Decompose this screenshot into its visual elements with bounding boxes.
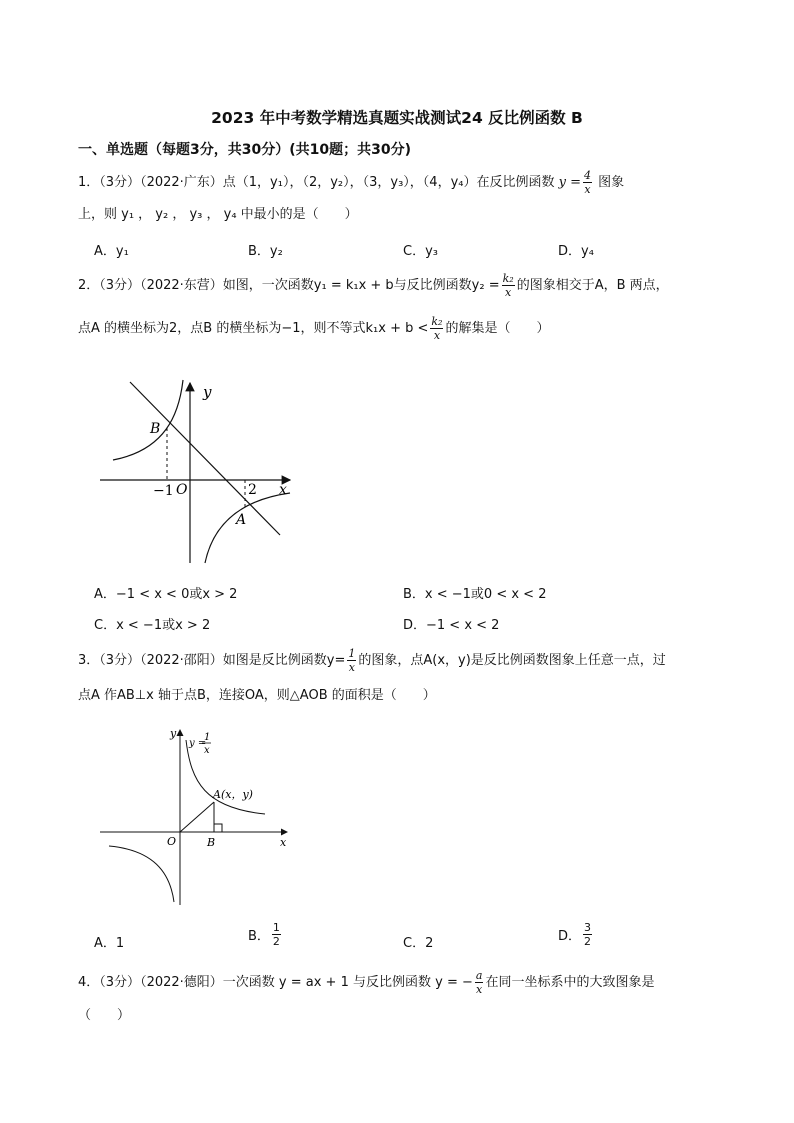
option-d: D．−1 < x < 2: [403, 618, 500, 633]
question-1-line-1: [78, 170, 624, 195]
curve-label-numerator: 1: [204, 732, 211, 743]
question-text: 的图象，点A(x，y)是反比例函数图象上任意一点，过: [358, 653, 666, 668]
question-text: 一次函数 y = ax + 1 与反比例函数 y = −: [222, 975, 473, 990]
fraction-denominator: 2: [272, 935, 280, 948]
fraction-denominator: x: [476, 983, 483, 996]
option-b: B．x < −1或0 < x < 2: [403, 587, 547, 602]
curve-label: y =: [189, 738, 207, 749]
question-1-line-2: 上，则 y₁ ， y₂ ， y₃ ， y₄ 中最小的是（ ）: [78, 207, 358, 222]
question-2-figure: [95, 375, 305, 570]
fraction-numerator: k₂: [502, 272, 514, 285]
option-a: A．y₁: [94, 244, 129, 259]
y-axis-label: y: [170, 727, 177, 740]
hyperbola-branch-lower: [205, 493, 290, 563]
fraction: [583, 922, 592, 947]
right-angle-mark: [214, 824, 222, 832]
question-text: 点（1，y₁），（2，y₂），（3，y₃），（4，y₄）在反比例函数: [222, 175, 555, 190]
question-source: （2022·德阳）: [140, 975, 223, 990]
fraction-numerator: k₂: [431, 315, 443, 328]
x-axis-label: x: [279, 482, 287, 498]
tick-label-neg1: −1: [153, 483, 174, 499]
fraction-denominator: 2: [584, 935, 592, 948]
option-b: [248, 922, 283, 947]
fraction: [475, 970, 484, 995]
question-score: （3分）: [99, 653, 141, 668]
question-4-line-2: （ ）: [78, 1008, 131, 1023]
point-b-label: B: [150, 421, 161, 437]
origin-label: O: [176, 482, 188, 498]
origin-label: O: [167, 835, 177, 848]
question-score: （3分）: [99, 975, 141, 990]
fraction: [347, 648, 356, 673]
fraction-numerator: 1: [348, 647, 356, 660]
option-label: B．: [248, 929, 270, 944]
question-text: 如图是反比例函数y=: [222, 653, 346, 668]
option-d: [558, 922, 594, 947]
question-3-figure: [95, 722, 300, 912]
question-source: （2022·邵阳）: [140, 653, 223, 668]
option-c: C．y₃: [403, 244, 438, 259]
x-axis-label: x: [280, 836, 287, 849]
question-text: 如图，一次函数y₁ = k₁x + b与反比例函数y₂ =: [222, 278, 500, 293]
fraction-denominator: x: [584, 183, 591, 196]
question-text: 图象: [598, 175, 625, 190]
fraction-numerator: a: [475, 969, 483, 982]
question-text: 点A 的横坐标为2，点B 的横坐标为−1，则不等式k₁x + b <: [78, 321, 429, 336]
hyperbola-branch-upper: [186, 740, 265, 814]
option-d: D．y₄: [558, 244, 594, 259]
option-a: A．−1 < x < 0或x > 2: [94, 587, 238, 602]
question-score: （3分）: [99, 175, 141, 190]
question-number: 2．: [78, 278, 100, 293]
page-title: 2023 年中考数学精选真题实战测试24 反比例函数 B: [211, 109, 583, 127]
option-c: C．x < −1或x > 2: [94, 618, 211, 633]
fraction: [430, 316, 443, 341]
tick-label-2: 2: [248, 482, 257, 498]
fraction-denominator: x: [505, 286, 512, 299]
question-3-line-2: 点A 作AB⊥x 轴于点B，连接OA，则△AOB 的面积是（ ）: [78, 688, 436, 703]
question-2-line-1: [78, 273, 669, 298]
fraction: [583, 170, 592, 195]
option-label: D．: [558, 929, 582, 944]
hyperbola-branch-upper: [113, 380, 183, 460]
question-number: 1．: [78, 175, 100, 190]
question-text: 的图象相交于A，B 两点，: [516, 278, 669, 293]
section-heading: 一、单选题（每题3分，共30分）(共10题；共30分): [78, 142, 411, 158]
fraction-denominator: x: [433, 329, 441, 342]
fraction-numerator: 4: [584, 169, 592, 182]
hyperbola-branch-lower: [109, 846, 174, 902]
fraction: [272, 922, 281, 947]
point-a-label: A: [236, 512, 247, 528]
fraction-denominator: x: [348, 661, 355, 674]
fraction: [502, 273, 515, 298]
question-source: （2022·东营）: [140, 278, 223, 293]
option-b: B．y₂: [248, 244, 283, 259]
option-a: A．1: [94, 936, 125, 951]
fraction-numerator: 1: [272, 921, 280, 934]
segment-oa: [180, 802, 214, 832]
option-c: C．2: [403, 936, 434, 951]
question-4-line-1: [78, 970, 654, 995]
question-score: （3分）: [99, 278, 141, 293]
line-y1: [130, 382, 280, 535]
question-text: 的解集是（ ）: [445, 321, 550, 336]
question-source: （2022·广东）: [140, 175, 223, 190]
fraction-numerator: 3: [584, 921, 592, 934]
point-a-label: A(x，y): [213, 788, 253, 801]
point-b-label: B: [207, 836, 216, 849]
question-number: 4．: [78, 975, 100, 990]
question-3-line-1: [78, 648, 666, 673]
question-2-line-2: [78, 316, 549, 341]
question-number: 3．: [78, 653, 100, 668]
function-lhs: y =: [558, 175, 582, 190]
curve-label-denominator: x: [204, 745, 210, 756]
y-axis-label: y: [203, 383, 212, 401]
question-text: 在同一坐标系中的大致图象是: [485, 975, 655, 990]
